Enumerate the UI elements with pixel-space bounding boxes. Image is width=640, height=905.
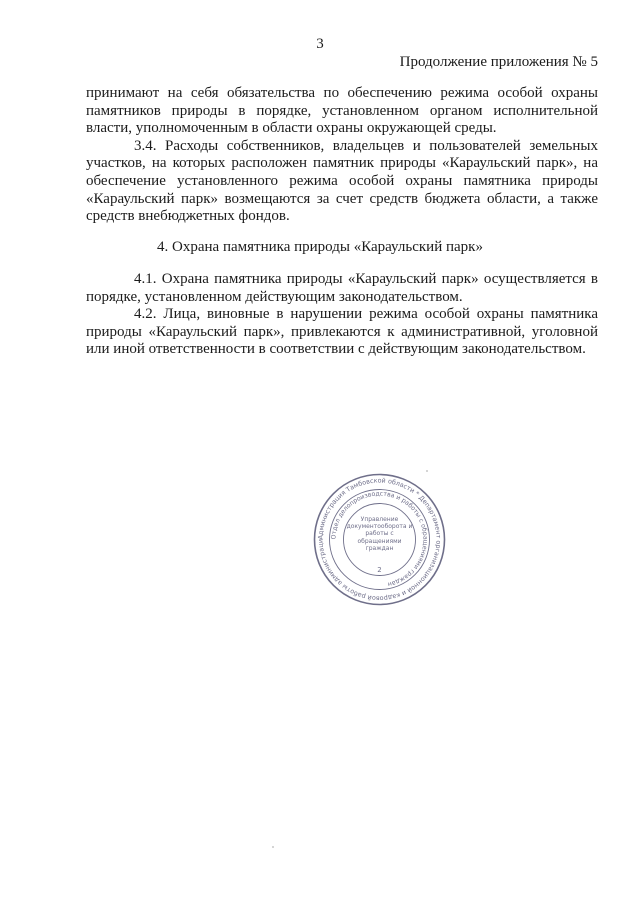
scan-speck: [272, 846, 274, 848]
scan-speck: [426, 470, 428, 472]
seal-number: 2: [377, 566, 382, 574]
paragraph-continuation: принимают на себя обязательства по обеспечению режима особой охраны памятников природы в порядке, установленном органом исполнительной власти, уполномоченным в области охраны окружающей среды.: [86, 85, 598, 137]
seal-center-text: Управление документооборота и работы с обращениями граждан: [346, 516, 413, 552]
appendix-continuation-label: Продолжение приложения № 5: [399, 54, 598, 70]
paragraph-4-1: 4.1. Охрана памятника природы «Караульский парк» осуществляется в порядке, установленном действующим законодательством.: [86, 271, 598, 305]
seal-graphic: [312, 472, 447, 607]
paragraph-4-2: 4.2. Лица, виновные в нарушении режима особой охраны памятника природы «Караульский парк», привлекаются к административной, уголовной или иной ответственности в соответствии с действующим законодательством.: [86, 306, 598, 358]
page-number: 3: [316, 36, 324, 52]
paragraph-3-4: 3.4. Расходы собственников, владельцев и пользователей земельных участков, на которых расположен памятник природы «Караульский парк», на обеспечение установленного режима особой охраны памятника природы «Караульский парк» возмещаются за счет средств бюджета области, а также средств внебюджетных фондов.: [86, 137, 598, 225]
seal-outer-text: Администрация Тамбовской области * Департамент организационной и кадровой работы администраци: [316, 476, 443, 603]
text-block-section-3: [86, 85, 598, 226]
text-block-section-4: [86, 271, 598, 359]
official-seal-stamp: [312, 472, 447, 607]
section-heading: 4. Охрана памятника природы «Караульский парк»: [157, 239, 483, 255]
seal-inner-text: Отдел делопроизводства и работы с обращениями граждан: [330, 490, 429, 588]
